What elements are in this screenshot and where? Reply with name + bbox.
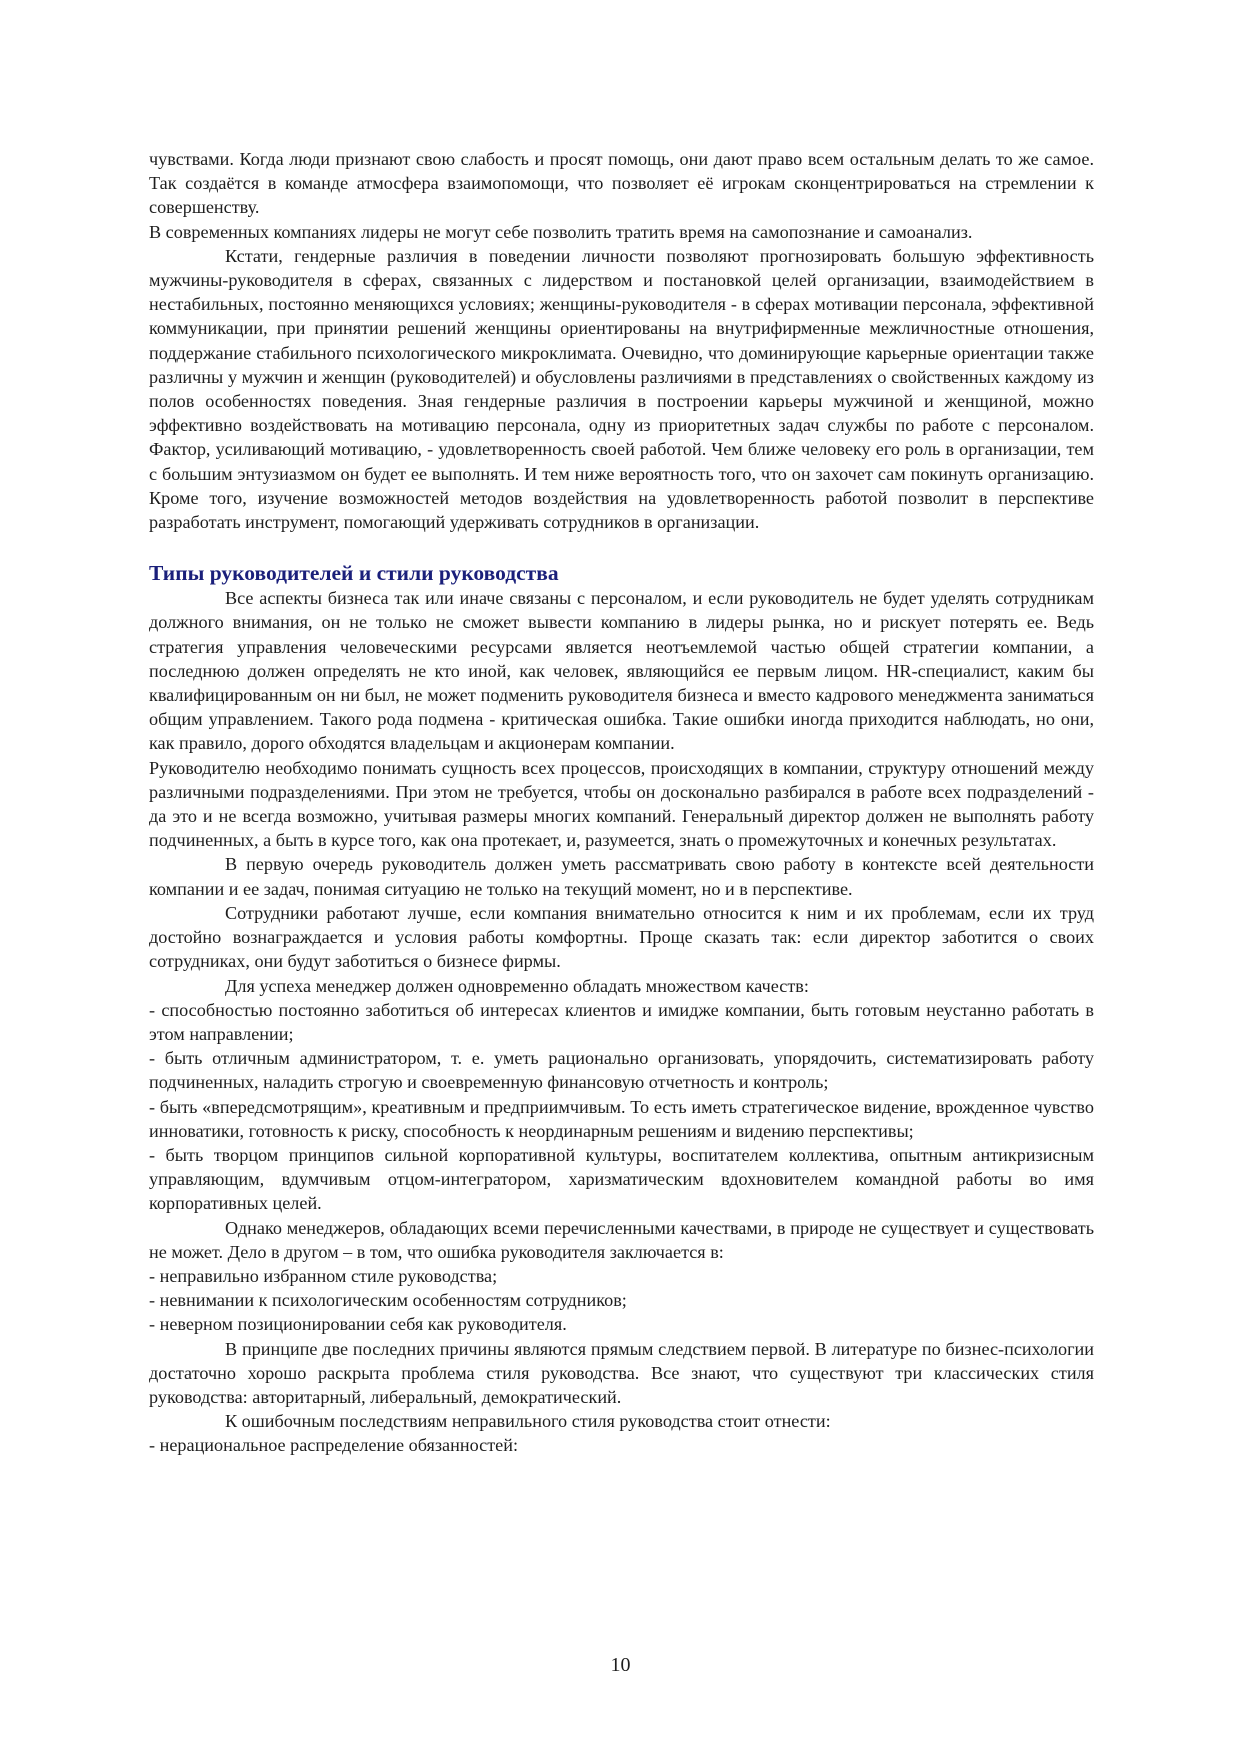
paragraph: - быть «впередсмотрящим», креативным и предприимчивым. То есть иметь стратегическое видение, врожденное чувство инноватики, готовность к риску, способность к неординарным решениям и видению перспективы; (149, 1096, 1094, 1141)
paragraph: Однако менеджеров, обладающих всеми перечисленными качествами, в природе не существует и существовать не может. Дело в другом – в том, что ошибка руководителя заключается в: (149, 1217, 1094, 1262)
page-body (149, 147, 1094, 1458)
paragraph: - нерациональное распределение обязанностей: (149, 1435, 519, 1456)
paragraph: чувствами. Когда люди признают свою слабость и просят помощь, они дают право всем остальным делать то же самое. Так создаётся в команде атмосфера взаимопомощи, что позволяет её игрокам сконцентрироваться на стремлении к совершенству. (149, 149, 1094, 218)
paragraph: В современных компаниях лидеры не могут себе позволить тратить время на самопознание и самоанализ. (149, 221, 973, 242)
paragraph: - способностью постоянно заботиться об интересах клиентов и имидже компании, быть готовым неустанно работать в этом направлении; (149, 999, 1094, 1044)
paragraph: - неверном позиционировании себя как руководителя. (149, 1314, 567, 1335)
section-heading: Типы руководителей и стили руководства (149, 561, 559, 586)
paragraph: Для успеха менеджер должен одновременно обладать множеством качеств: (225, 975, 809, 996)
paragraph: - быть творцом принципов сильной корпоративной культуры, воспитателем коллектива, опытным антикризисным управляющим, вдумчивым отцом-интегратором, харизматическим вдохновителем командной работы во имя корпоративных целей. (149, 1144, 1094, 1214)
paragraph: - быть отличным администратором, т. е. уметь рационально организовать, упорядочить, систематизировать работу подчиненных, наладить строгую и своевременную финансовую отчетность и контроль; (149, 1048, 1094, 1093)
paragraph: Руководителю необходимо понимать сущность всех процессов, происходящих в компании, структуру отношений между различными подразделениями. При этом не требуется, чтобы он досконально разбирался в работе всех подразделений - да это и не всегда возможно, учитывая размеры многих компаний. Генеральный директор должен не выполнять работу подчиненных, а быть в курсе того, как она протекает, и, разумеется, знать о промежуточных и конечных результатах. (149, 757, 1094, 851)
paragraph: Кстати, гендерные различия в поведении личности позволяют прогнозировать большую эффективность мужчины-руководителя в сферах, связанных с лидерством и постановкой целей организации, взаимодействием в нестабильных, постоянно меняющихся условиях; женщины-руководителя - в сферах мотивации персонала, эффективной коммуникации, при принятии решений женщины ориентированы на внутрифирменные межличностные отношения, поддержание стабильного психологического микроклимата. Очевидно, что доминирующие карьерные ориентации также различны у мужчин и женщин (руководителей) и обусловлены различиями в представлениях о свойственных каждому из полов особенностях поведения. Зная гендерные различия в построении карьеры мужчиной и женщиной, можно эффективно воздействовать на мотивацию персонала, одну из приоритетных задач службы по работе с персоналом. Фактор, усиливающий мотивацию, - удовлетворенность своей работой. Чем ближе человеку его роль в организации, тем с большим энтузиазмом он будет ее выполнять. И тем ниже вероятность того, что он захочет сам покинуть организацию. Кроме того, изучение возможностей методов воздействия на удовлетворенность работой позволит в перспективе разработать инструмент, помогающий удерживать сотрудников в организации. (149, 245, 1094, 533)
paragraph: Все аспекты бизнеса так или иначе связаны с персоналом, и если руководитель не будет уделять сотрудникам должного внимания, он не только не сможет вывести компанию в лидеры рынка, но и рискует потерять ее. Ведь стратегия управления человеческими ресурсами является неотъемлемой частью общей стратегии компании, а последнюю должен определять не кто иной, как человек, являющийся ее первым лицом. HR-специалист, каким бы квалифицированным он ни был, не может подменить руководителя бизнеса и вместо кадрового менеджмента заниматься общим управлением. Такого рода подмена - критическая ошибка. Такие ошибки иногда приходится наблюдать, но они, как правило, дорого обходятся владельцам и акционерам компании. (149, 588, 1094, 754)
page-number: 10 (610, 1654, 631, 1676)
paragraph: В принципе две последних причины являются прямым следствием первой. В литературе по бизнес-психологии достаточно хорошо раскрыта проблема стиля руководства. Все знают, что существуют три классических стиля руководства: авторитарный, либеральный, демократический. (149, 1338, 1094, 1407)
paragraph: К ошибочным последствиям неправильного стиля руководства стоит отнести: (225, 1411, 831, 1432)
paragraph: Сотрудники работают лучше, если компания внимательно относится к ним и их проблемам, если их труд достойно вознаграждается и условия работы комфортны. Проще сказать так: если директор заботится о своих сотрудниках, они будут заботиться о бизнесе фирмы. (149, 902, 1094, 972)
paragraph: - невнимании к психологическим особенностям сотрудников; (149, 1290, 627, 1311)
body-text-after-heading (149, 586, 1094, 1457)
body-text-before-heading (149, 147, 1094, 534)
paragraph: - неправильно избранном стиле руководства; (149, 1265, 498, 1286)
paragraph: В первую очередь руководитель должен уметь рассматривать свою работу в контексте всей деятельности компании и ее задач, понимая ситуацию не только на текущий момент, но и в перспективе. (149, 854, 1094, 899)
